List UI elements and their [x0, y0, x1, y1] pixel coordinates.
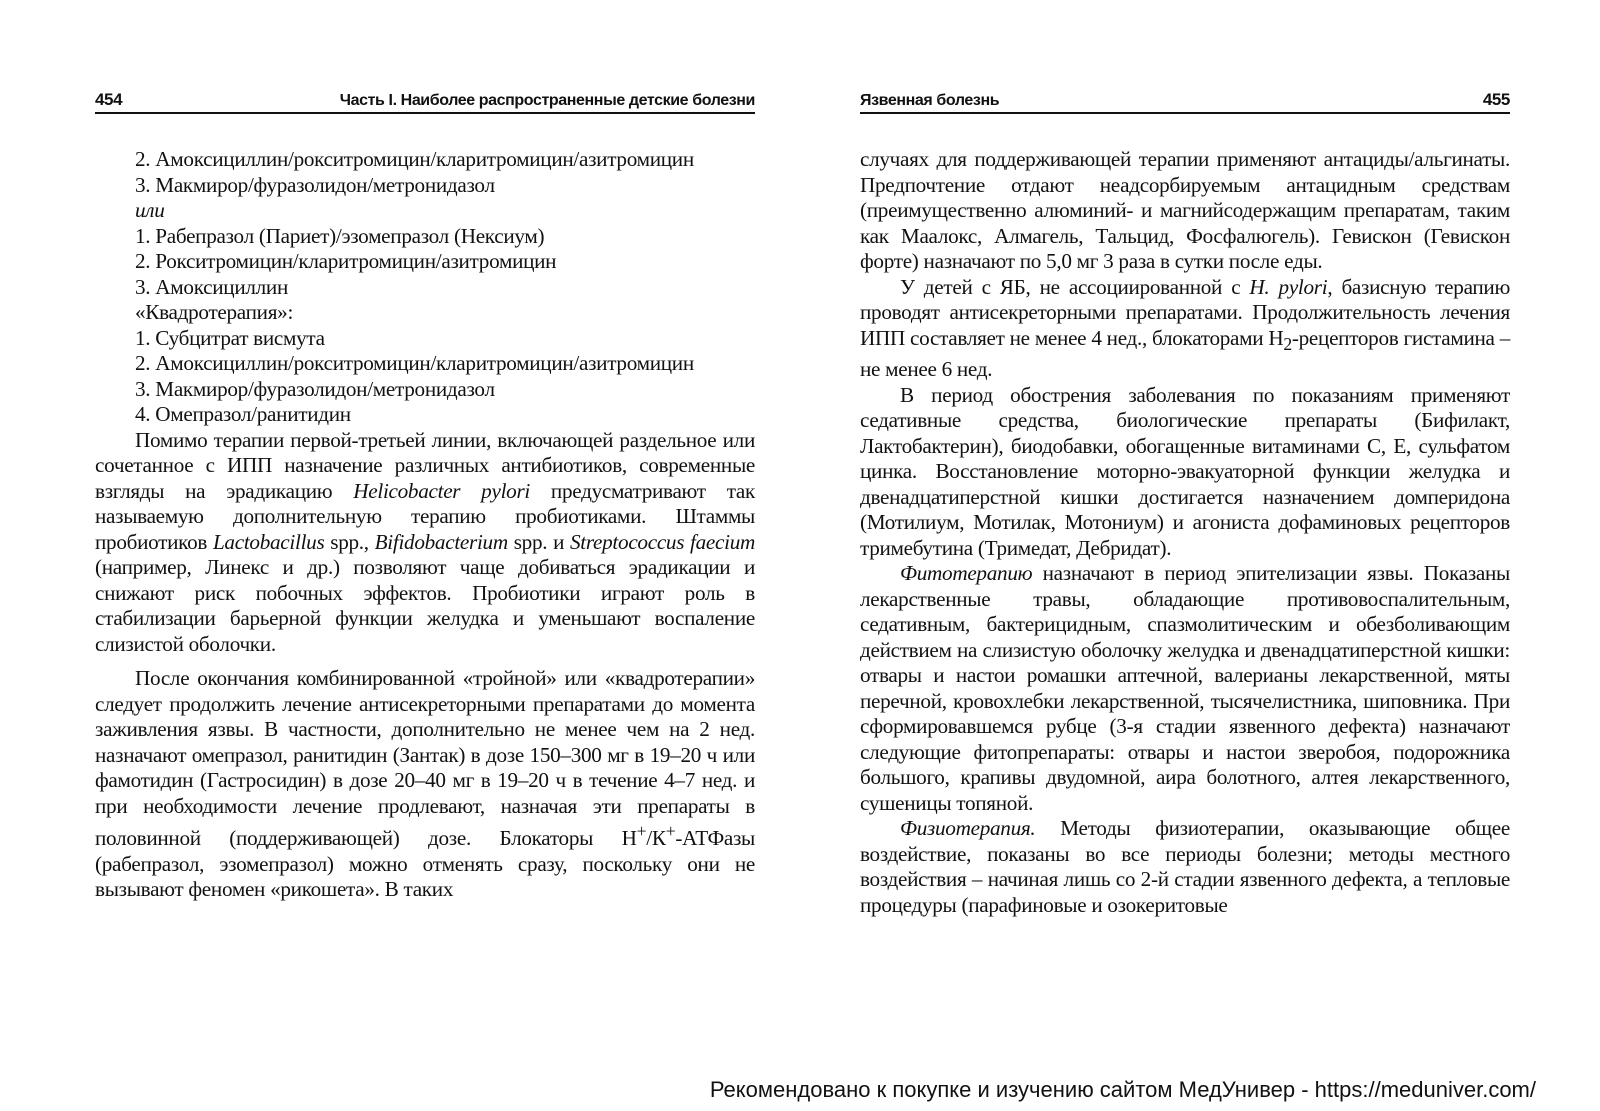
list-item: 3. Макмирор/фуразолидон/метронидазол: [135, 376, 495, 401]
paragraph-non-hp: У детей с ЯБ, не ассоциированной с H. pylori, базисную терапию проводят антисекреторными препаратами. Продолжительность лечения ИПП составляет не менее 4 нед., блокаторами $Н_2$-рецепторов гистамина – не менее 6 нед.: [860, 274, 1510, 382]
list-item: 4. Омепразол/ранитидин: [135, 402, 351, 426]
paragraph-probiotics: Помимо терапии первой-третьей линии, включающей раздельное или сочетанное с ИПП назначение различных антибиотиков, современные взгляды на эрадикацию Helicobacter pylori предусматривают так называемую дополнительную терапию пробиотиками. Штаммы пробиотиков Lactobacillus spp., Bifidobacterium spp. и Streptococcus faecium (например, Линекс и др.) позволяют чаще добиваться эрадикации и снижают риск побочных эффектов. Пробиотики играют роль в стабилизации барьерной функции желудка и уменьшают воспаление слизистой оболочки.: [95, 427, 756, 656]
paragraph-physiotherapy: Физиотерапия. Методы физиотерапии, оказывающие общее воздействие, показаны во все периоды болезни; методы местного воздействия – начиная лишь со 2-й стадии язвенного дефекта, а тепловые процедуры (парафиновые и озокеритовые: [860, 816, 1510, 917]
list-item: 1. Субцитрат висмута: [135, 325, 325, 350]
paragraph-antacids: случаях для поддерживающей терапии применяют антациды/альгинаты. Предпочтение отдают неадсорбируемым антацидным средствам (преимущественно алюминий- и магнийсодержащим препаратам, таким как Маалокс, Алмагель, Тальцид, Фосфалюгель). Гевискон (Гевискон форте) назначают по 5,0 мг 3 раза в сутки после еды.: [860, 147, 1510, 273]
list-item: 1. Рабепразол (Париет)/эзомепразол (Нексиум): [135, 223, 545, 248]
paragraph-phytotherapy: Фитотерапию назначают в период эпителизации язвы. Показаны лекарственные травы, обладающие противовоспалительным, седативным, бактерицидным, спазмолитическим и обезболивающим действием на слизистую оболочку желудка и двенадцатиперстной кишки: отвары и настои ромашки аптечной, валерианы лекарственной, мяты перечной, кровохлебки лекарственной, тысячелистника, шиповника. При сформировавшемся рубце (3-я стадии язвенного дефекта) назначают следующие фитопрепараты: отвары и настои зверобоя, подорожника большого, крапивы двудомной, аира болотного, алтея лекарственного, сушеницы топяной.: [860, 561, 1510, 815]
list-item: 2. Рокситромицин/кларитромицин/азитромицин: [135, 249, 557, 273]
running-title: Часть I. Наиболее распространенные детские болезни: [339, 92, 755, 109]
right-page-body: [860, 147, 1510, 918]
left-page-body: [95, 147, 755, 903]
list-item: 3. Амоксициллин: [135, 274, 288, 299]
watermark-footer: Рекомендовано к покупке и изучению сайтом МедУнивер - https://meduniver.com/: [709, 1077, 1536, 1102]
left-page-header: [95, 88, 755, 114]
running-title: Язвенная болезнь: [860, 92, 1000, 109]
paragraph-antisecretory: После окончания комбинированной «тройной» или «квадротерапии» следует продолжить лечение антисекреторными препаратами до момента заживления язвы. В частности, дополнительно не менее чем на 2 нед. назначают омепразол, ранитидин (Зантак) в дозе 150–300 мг в 19–20 ч или фамотидин (Гастросидин) в дозе 20–40 мг в 19–20 ч в течение 4–7 нед. и при необходимости лечение продлевают, назначая эти препараты в половинной (поддерживающей) дозе. Блокаторы Н+/К+-АТФазы (рабепразол, эзомепразол) можно отменять сразу, поскольку они не вызывают феномен «рикошета». В таких: [95, 666, 755, 902]
list-item-or: или: [135, 198, 165, 222]
list-item: 2. Амоксициллин/рокситромицин/кларитромицин/азитромицин: [135, 147, 694, 171]
paragraph-exacerbation: В период обострения заболевания по показаниям применяют седативные средства, биологические препараты (Бифилакт, Лактобактерин), биодобавки, обогащенные витаминами С, Е, сульфатом цинка. Восстановление моторно-эвакуаторной функции желудка и двенадцатиперстной кишки достигается назначением домперидона (Мотилиум, Мотилак, Мотониум) и агониста дофаминовых рецепторов тримебутина (Тримедат, Дебридат).: [860, 382, 1510, 560]
page-number: 455: [1482, 90, 1510, 109]
list-heading: «Квадротерапия»:: [135, 300, 294, 324]
list-item: 3. Макмирор/фуразолидон/метронидазол: [135, 172, 495, 197]
page-number: 454: [95, 90, 123, 109]
list-item: 2. Амоксициллин/рокситромицин/кларитромицин/азитромицин: [135, 351, 694, 375]
right-page-header: [860, 88, 1510, 114]
